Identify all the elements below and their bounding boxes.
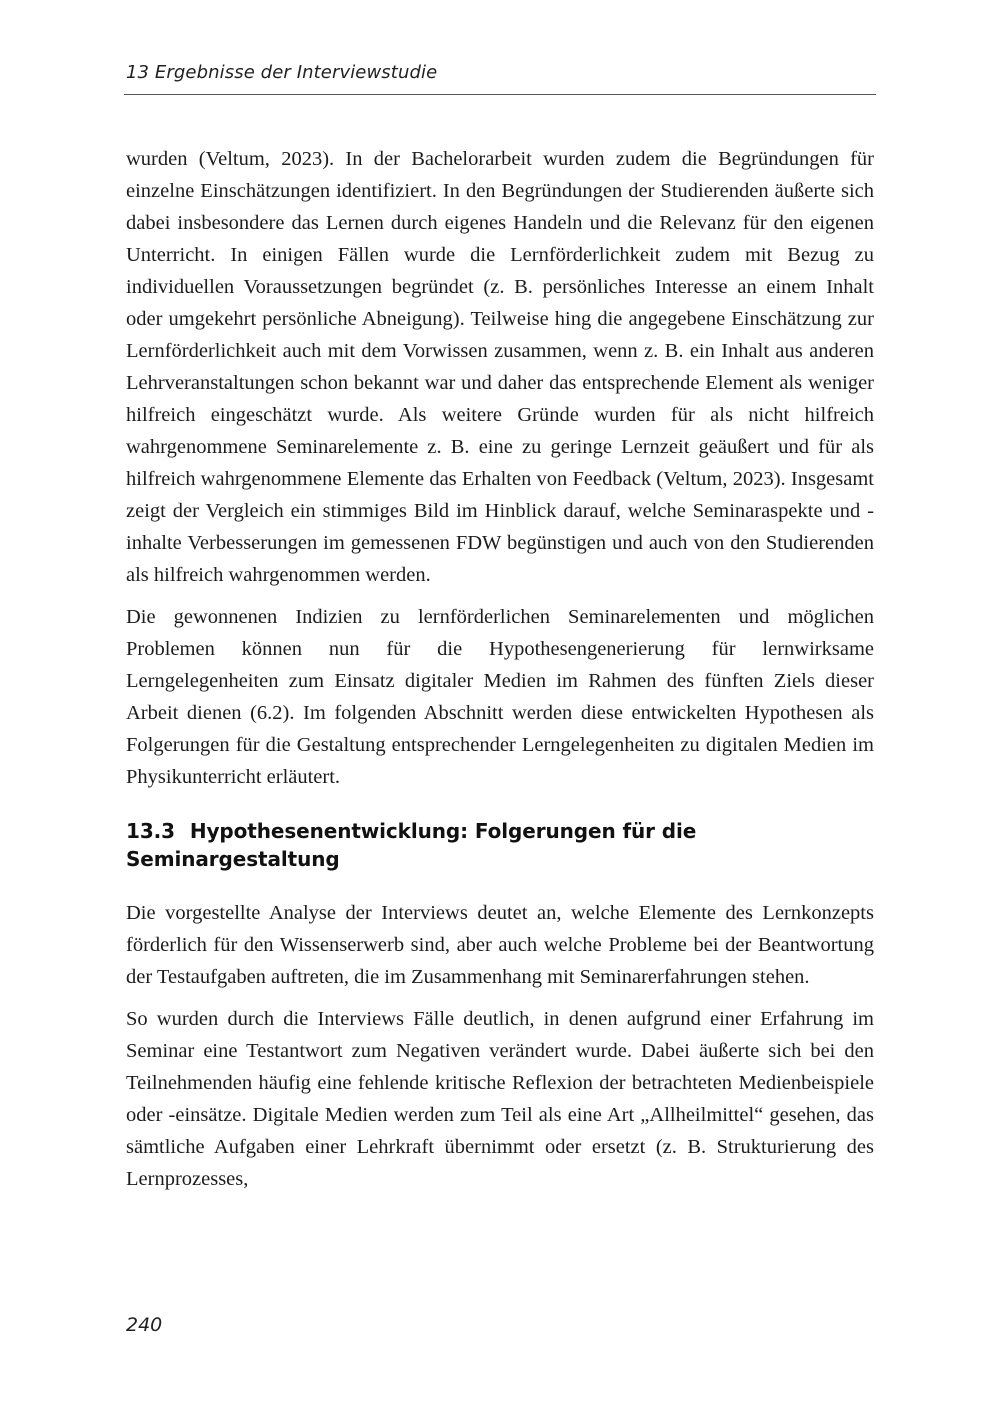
page-body [126, 143, 874, 1195]
section-title: Hypothesenentwicklung: Folgerungen für die Seminargestaltung [126, 819, 697, 871]
section-heading [126, 817, 874, 873]
section-number: 13.3 [126, 819, 175, 843]
body-paragraph: wurden (Veltum, 2023). In der Bachelorarbeit wurden zudem die Begründungen für einzelne Einschätzungen identifiziert. In den Begründungen der Studierenden äußerte sich dabei insbesondere das Lernen durch eigenes Handeln und die Relevanz für den eigenen Unterricht. In einigen Fällen wurde die Lernförderlichkeit zudem mit Bezug zu individuellen Voraussetzungen begründet (z. B. persönliches Interesse an einem Inhalt oder umgekehrt persönliche Abneigung). Teilweise hing die angegebene Einschätzung zur Lernförderlichkeit auch mit dem Vorwissen zusammen, wenn z. B. ein Inhalt aus anderen Lehrveranstaltungen schon bekannt war und daher das entsprechende Element als weniger hilfreich eingeschätzt wurde. Als weitere Gründe wurden für als nicht hilfreich wahrgenommene Seminarelemente z. B. eine zu geringe Lernzeit geäußert und für als hilfreich wahrgenommene Elemente das Erhalten von Feedback (Veltum, 2023). Insgesamt zeigt der Vergleich ein stimmiges Bild im Hinblick darauf, welche Seminaraspekte und -inhalte Verbesserungen im gemessenen FDW begünstigen und auch von den Studierenden als hilfreich wahrgenommen werden. [126, 148, 874, 586]
running-head: 13 Ergebnisse der Interviewstudie [126, 62, 438, 83]
body-paragraph: Die gewonnenen Indizien zu lernförderlichen Seminarelementen und möglichen Problemen können nun für die Hypothesengenerierung für lernwirksame Lerngelegenheiten zum Einsatz digitaler Medien im Rahmen des fünften Ziels dieser Arbeit dienen (6.2). Im folgenden Abschnitt werden diese entwickelten Hypothesen als Folgerungen für die Gestaltung entsprechender Lerngelegenheiten zu digitalen Medien im Physikunterricht erläutert. [126, 606, 874, 788]
page-number: 240 [126, 1314, 163, 1336]
body-paragraph: Die vorgestellte Analyse der Interviews deutet an, welche Elemente des Lernkonzepts förderlich für den Wissenserwerb sind, aber auch welche Probleme bei der Beantwortung der Testaufgaben auftreten, die im Zusammenhang mit Seminarerfahrungen stehen. [126, 902, 874, 988]
body-paragraph: So wurden durch die Interviews Fälle deutlich, in denen aufgrund einer Erfahrung im Seminar eine Testantwort zum Negativen verändert wurde. Dabei äußerte sich bei den Teilnehmenden häufig eine fehlende kritische Reflexion der betrachteten Medienbeispiele oder -einsätze. Digitale Medien werden zum Teil als eine Art „Allheilmittel“ gesehen, das sämtliche Aufgaben einer Lehrkraft übernimmt oder ersetzt (z. B. Strukturierung des Lernprozesses, [126, 1008, 874, 1190]
header-divider [124, 94, 876, 95]
